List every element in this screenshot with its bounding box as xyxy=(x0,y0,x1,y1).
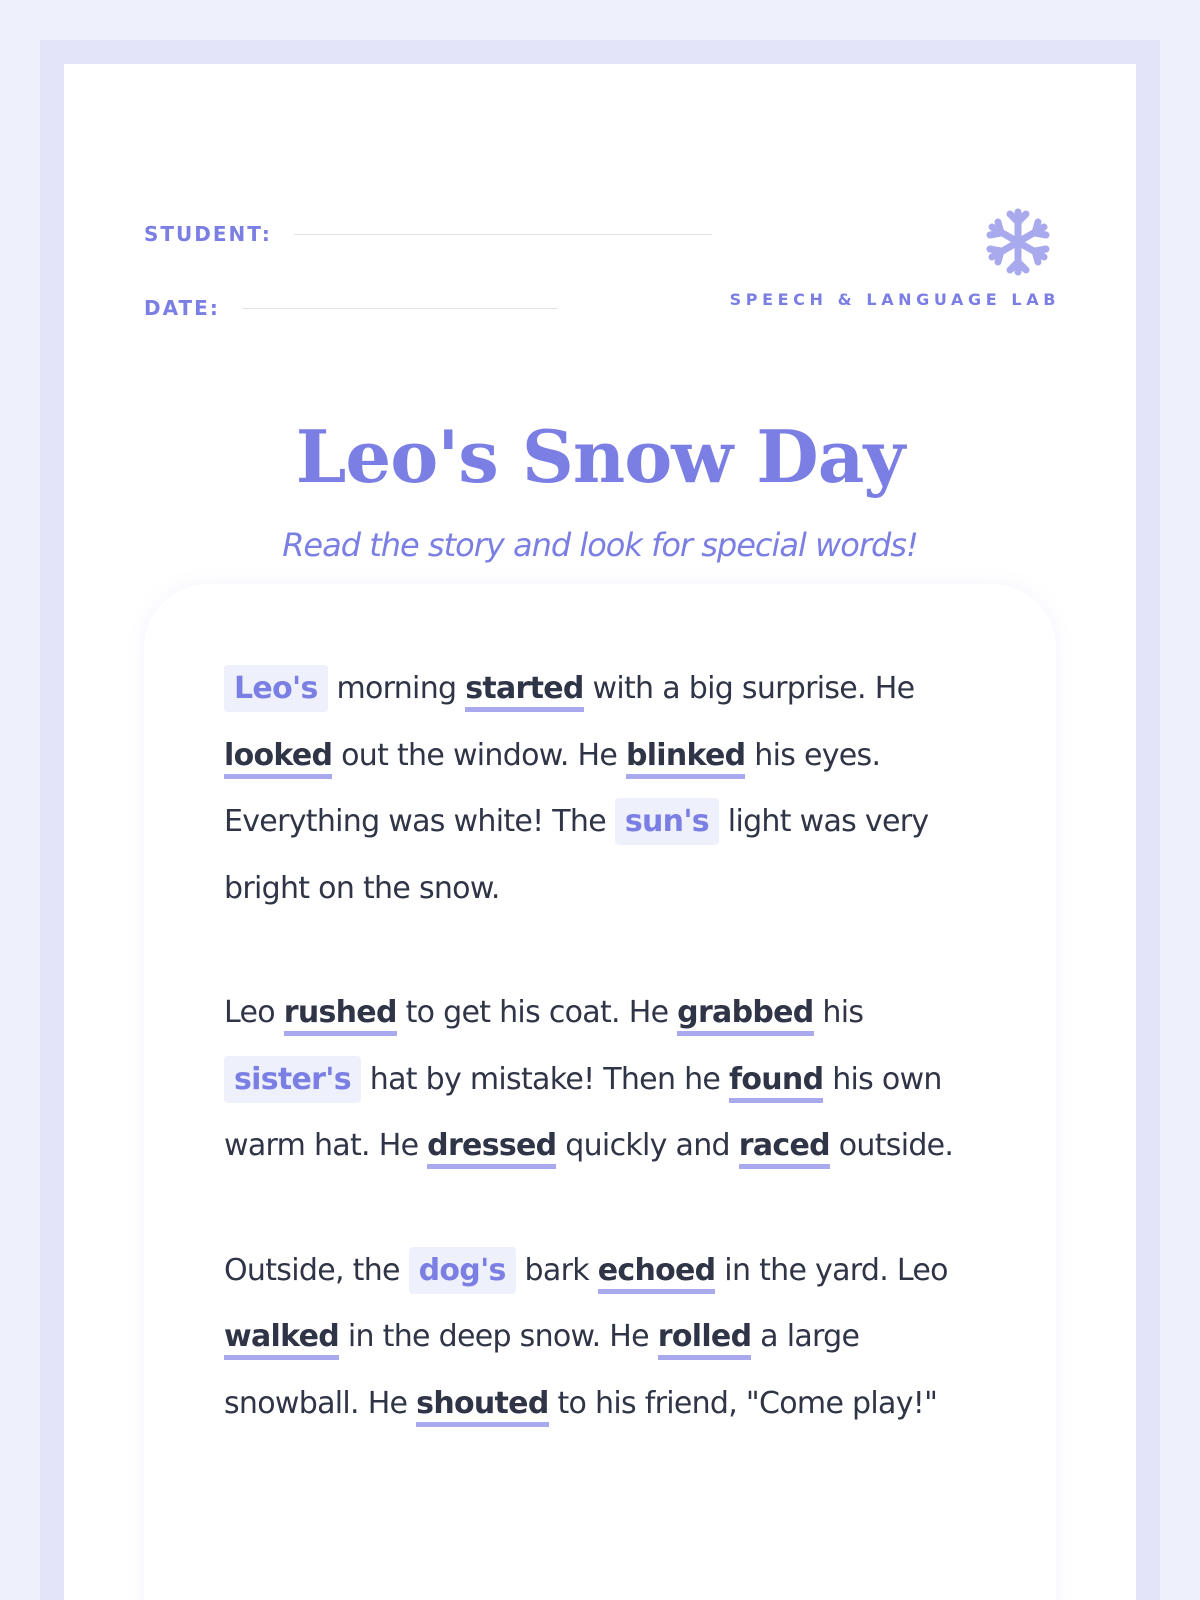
story-text-run: outside. xyxy=(829,1128,954,1163)
past-tense-verb: rushed xyxy=(284,995,397,1036)
story-text-run: to get his coat. He xyxy=(396,995,678,1030)
student-label: STUDENT: xyxy=(144,222,272,246)
worksheet-page xyxy=(64,64,1136,1600)
date-line[interactable] xyxy=(242,308,558,309)
past-tense-verb: blinked xyxy=(626,738,745,779)
past-tense-verb: grabbed xyxy=(677,995,813,1036)
story-text-run: to his friend, "Come play!" xyxy=(548,1385,938,1421)
page-title: Leo's Snow Day xyxy=(295,414,905,499)
story-text-run: in the deep snow. He xyxy=(339,1319,658,1354)
story-text-run: in the yard. Leo xyxy=(715,1252,948,1288)
story-text-run: light was very bright on the snow. xyxy=(224,804,929,906)
past-tense-verb: walked xyxy=(224,1319,339,1360)
possessive-word: dog's xyxy=(409,1247,516,1294)
page-subtitle: Read the story and look for special words! xyxy=(282,526,918,564)
snowflake-icon xyxy=(980,204,1056,280)
story-text-run: bark xyxy=(515,1252,598,1288)
story-paragraph xyxy=(224,656,984,922)
past-tense-verb: found xyxy=(729,1062,823,1103)
past-tense-verb: started xyxy=(465,671,584,712)
story-text-run: Outside, the xyxy=(224,1252,409,1288)
lab-name: SPEECH & LANGUAGE LAB xyxy=(729,290,1060,309)
story-paragraph xyxy=(224,1238,984,1438)
past-tense-verb: looked xyxy=(224,738,332,779)
story-card xyxy=(144,584,1056,1600)
story-text-run: his xyxy=(813,995,864,1030)
student-name-line[interactable] xyxy=(294,234,712,235)
story-text-run: with a big surprise. He xyxy=(583,671,915,706)
past-tense-verb: dressed xyxy=(427,1128,556,1169)
student-field xyxy=(144,222,712,246)
story-text-run: out the window. He xyxy=(332,737,626,773)
lab-logo xyxy=(729,204,1060,309)
past-tense-verb: echoed xyxy=(598,1253,716,1294)
story-text-run: his eyes. Everything was white! The xyxy=(224,737,881,839)
story-text-run: Leo xyxy=(224,995,284,1030)
possessive-word: sun's xyxy=(615,798,719,845)
possessive-word: Leo's xyxy=(224,665,328,712)
story-text-run: hat by mistake! Then he xyxy=(360,1061,729,1097)
story-text-run: his own warm hat. He xyxy=(224,1061,942,1163)
past-tense-verb: rolled xyxy=(658,1319,752,1360)
story-text-run: quickly and xyxy=(556,1128,739,1163)
possessive-word: sister's xyxy=(224,1056,361,1103)
story-text-run: a large snowball. He xyxy=(224,1319,860,1421)
story-text-run: morning xyxy=(327,671,466,706)
date-label: DATE: xyxy=(144,296,220,320)
past-tense-verb: shouted xyxy=(416,1386,548,1427)
past-tense-verb: raced xyxy=(739,1128,830,1169)
date-field xyxy=(144,296,558,320)
story-text xyxy=(224,656,984,1495)
story-paragraph xyxy=(224,980,984,1180)
page-frame xyxy=(40,40,1160,1600)
